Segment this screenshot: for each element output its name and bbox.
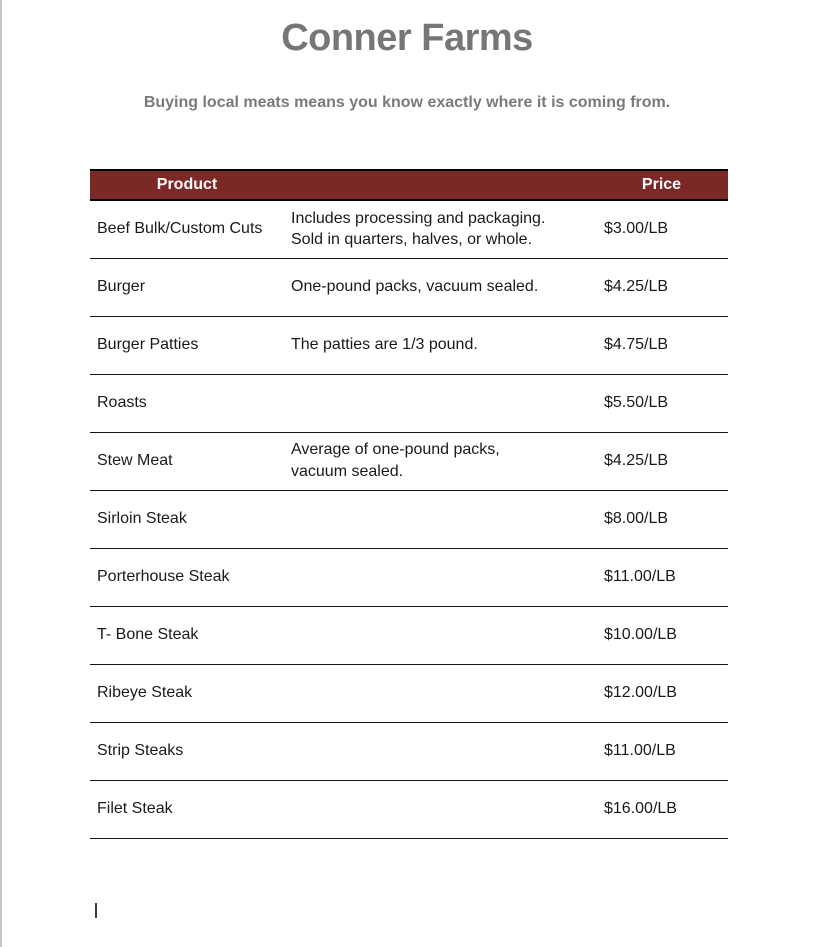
- description-text: The patties are 1/3 pound.: [291, 336, 478, 354]
- table-row: [90, 780, 728, 838]
- page-subtitle: Buying local meats means you know exactly where it is coming from.: [143, 94, 671, 111]
- description-text: One-pound packs, vacuum sealed.: [291, 278, 539, 296]
- description-cell: [284, 432, 595, 490]
- table-row: [90, 722, 728, 780]
- column-header-price: Price: [641, 176, 682, 193]
- product-cell: Stew Meat: [97, 452, 173, 470]
- description-cell: [284, 606, 595, 664]
- column-header-spacer: [284, 170, 595, 200]
- description-cell: [284, 374, 595, 432]
- description-cell: [284, 200, 595, 258]
- product-cell: T- Bone Steak: [97, 626, 199, 644]
- product-cell: Porterhouse Steak: [97, 568, 230, 586]
- description-cell: [284, 490, 595, 548]
- price-cell: $8.00/LB: [604, 510, 669, 528]
- price-cell: $5.50/LB: [604, 394, 669, 412]
- product-cell: Roasts: [97, 394, 147, 412]
- description-cell: [284, 722, 595, 780]
- column-header-product: Product: [156, 176, 218, 193]
- table-row: [90, 606, 728, 664]
- table-row: [90, 432, 728, 490]
- table-row: [90, 548, 728, 606]
- price-cell: $12.00/LB: [604, 684, 677, 702]
- table-header-row: [90, 170, 728, 200]
- table-row: [90, 374, 728, 432]
- table-row: [90, 200, 728, 258]
- product-cell: Burger Patties: [97, 336, 199, 354]
- price-cell: $10.00/LB: [604, 626, 677, 644]
- product-cell: Sirloin Steak: [97, 510, 187, 528]
- price-cell: $11.00/LB: [604, 568, 676, 586]
- table-row: [90, 664, 728, 722]
- product-cell: Filet Steak: [97, 800, 173, 818]
- description-cell: [284, 664, 595, 722]
- description-cell: [284, 780, 595, 838]
- price-cell: $16.00/LB: [604, 800, 677, 818]
- page-edge-divider: [0, 0, 2, 947]
- price-cell: $3.00/LB: [604, 220, 669, 238]
- price-cell: $4.25/LB: [604, 278, 669, 296]
- table-row: [90, 316, 728, 374]
- product-cell: Burger: [97, 278, 146, 296]
- text-insertion-caret: [95, 903, 97, 918]
- product-cell: Ribeye Steak: [97, 684, 193, 702]
- price-cell: $4.25/LB: [604, 452, 669, 470]
- product-cell: Strip Steaks: [97, 742, 184, 760]
- description-cell: [284, 258, 595, 316]
- table-row: [90, 490, 728, 548]
- page-title: Conner Farms: [281, 17, 533, 59]
- price-table: [90, 169, 728, 839]
- product-cell: Beef Bulk/Custom Cuts: [97, 220, 263, 238]
- description-text: Includes processing and packaging. Sold in quarters, halves, or whole.: [291, 209, 546, 249]
- price-cell: $4.75/LB: [604, 336, 669, 354]
- description-cell: [284, 316, 595, 374]
- price-cell: $11.00/LB: [604, 742, 676, 760]
- table-row: [90, 258, 728, 316]
- description-text: Average of one-pound packs, vacuum sealed.: [291, 441, 500, 480]
- description-cell: [284, 548, 595, 606]
